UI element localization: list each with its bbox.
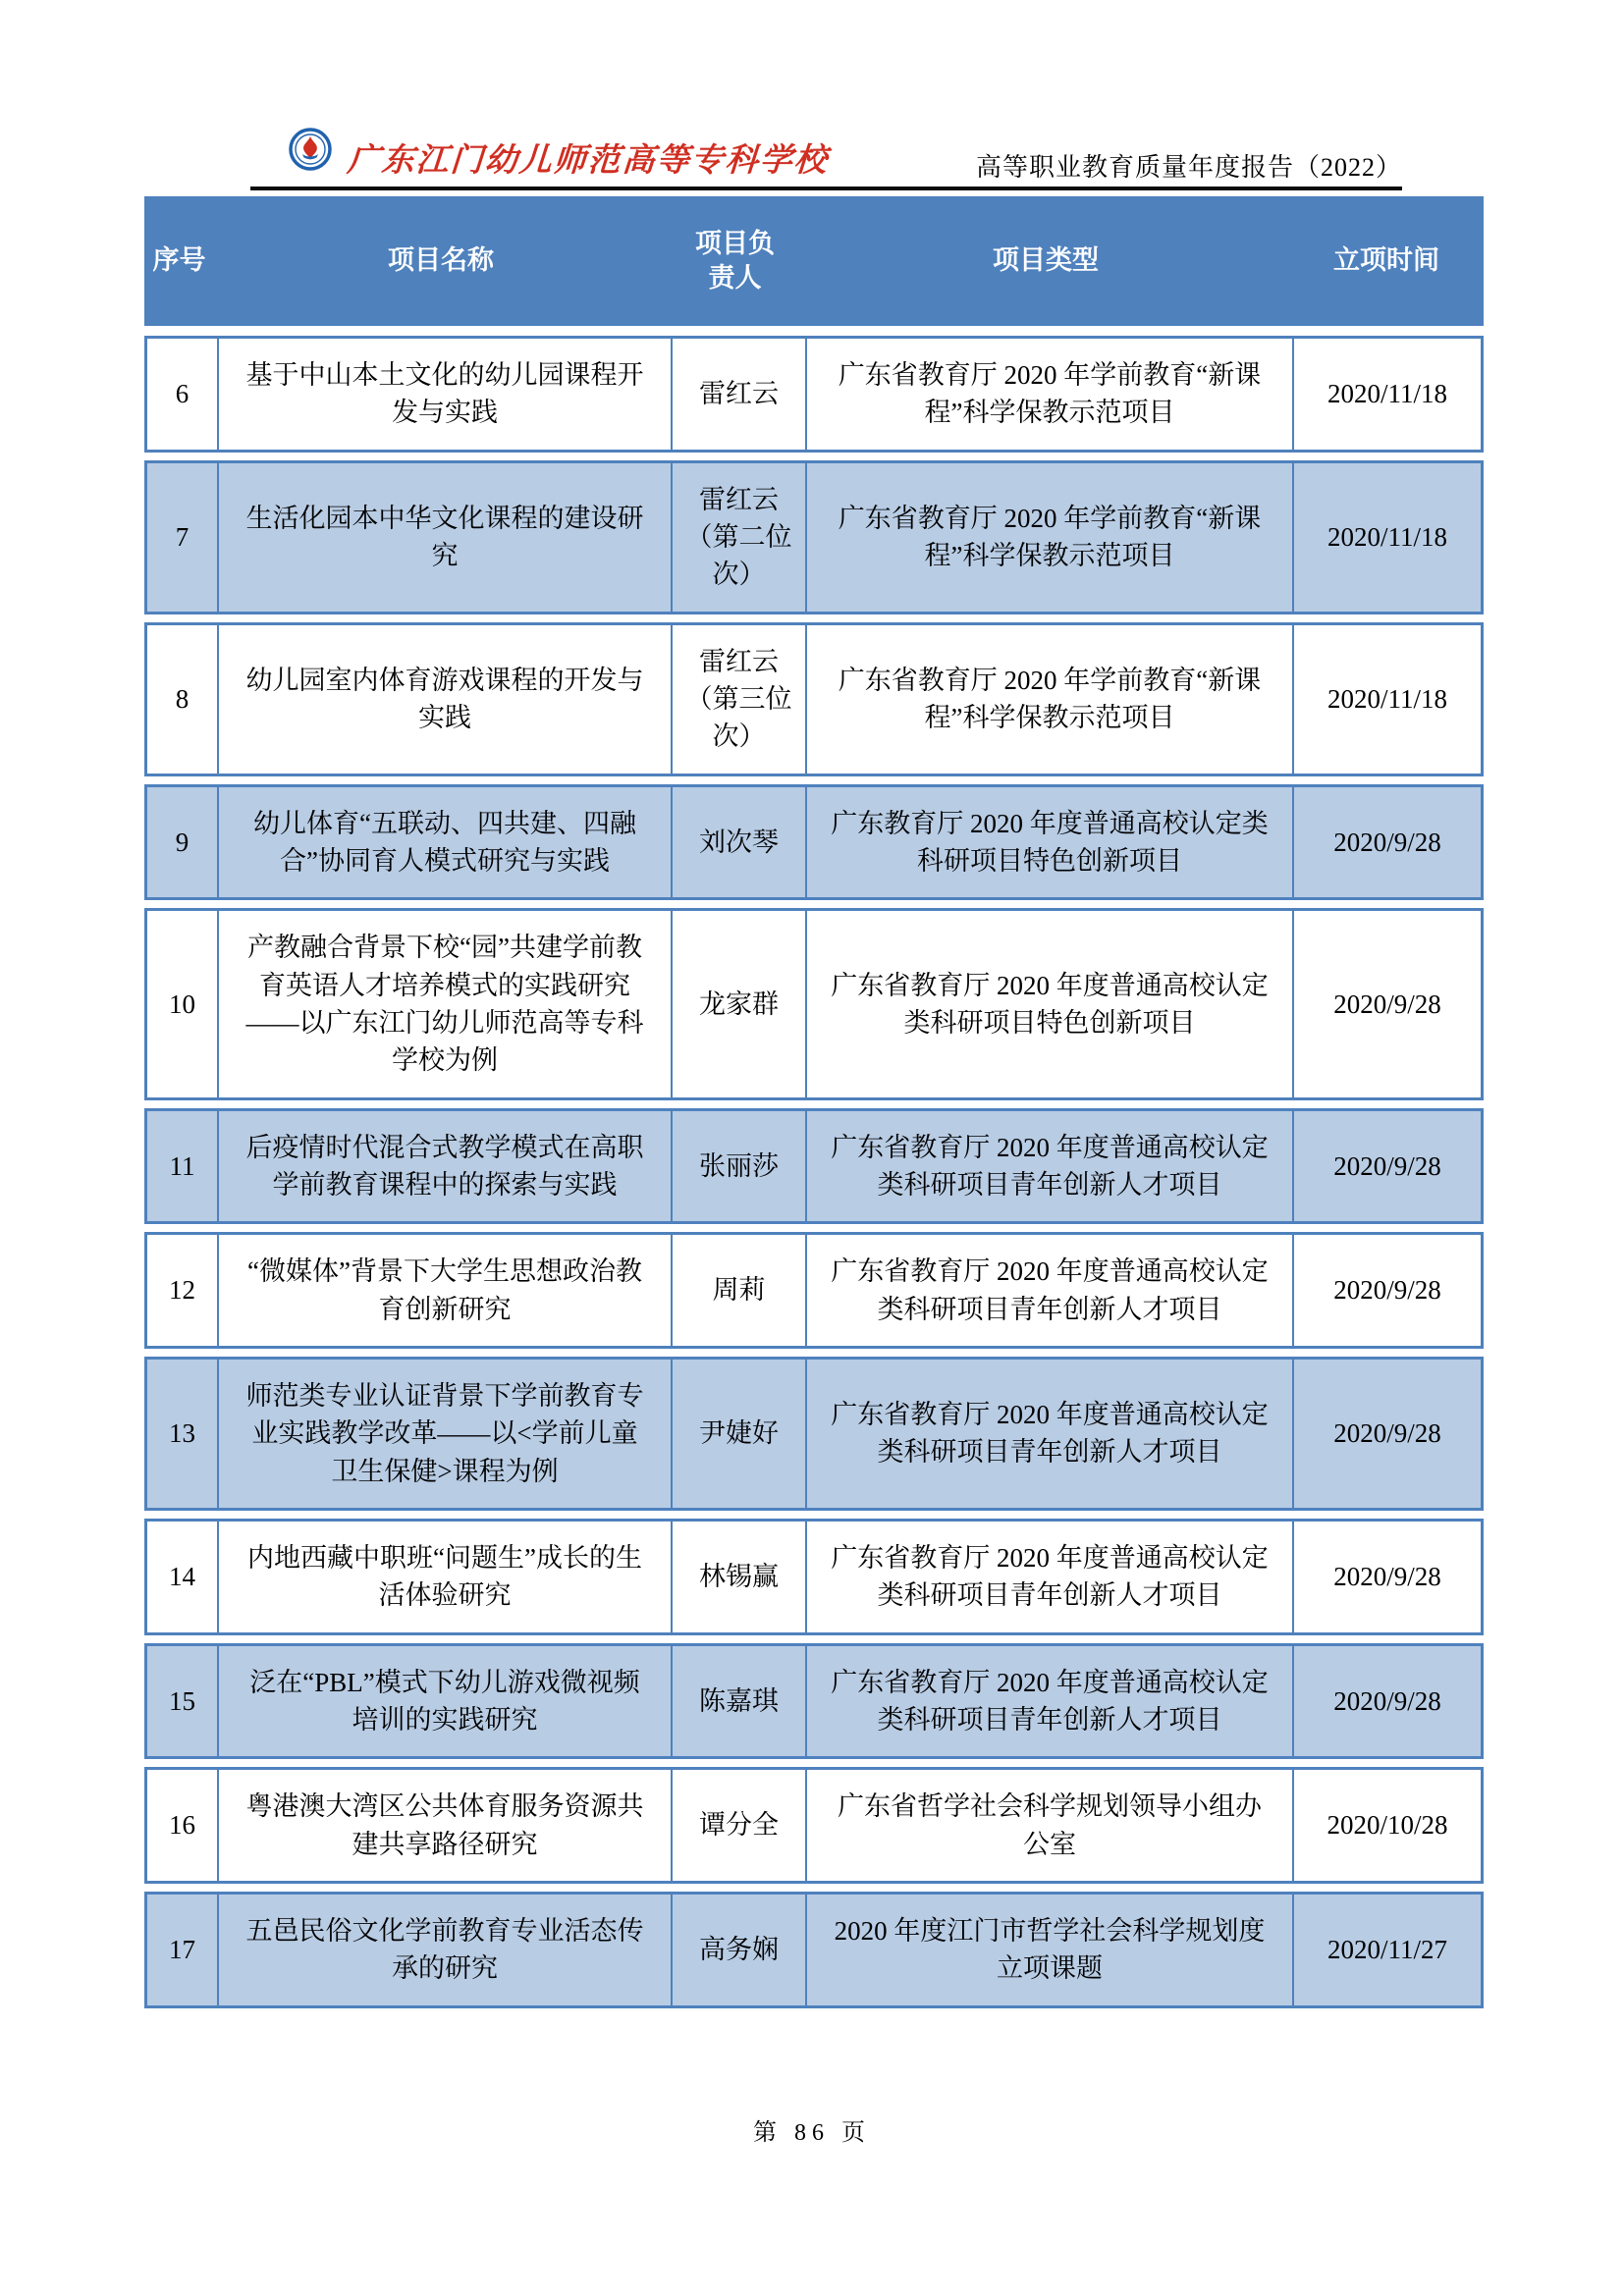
table-row <box>144 908 1484 1099</box>
table-row <box>144 460 1484 614</box>
cell-index: 9 <box>175 827 189 857</box>
page-footer: 第 86 页 <box>753 2120 871 2146</box>
cell-date: 2020/11/18 <box>1292 625 1481 774</box>
col-header-project-type: 项目类型 <box>993 245 1099 276</box>
table-row <box>144 1357 1484 1511</box>
cell-project-type: 广东省教育厅 2020 年学前教育“新课程”科学保教示范项目 <box>805 625 1292 774</box>
projects-table <box>144 196 1484 2008</box>
cell-project-name: 师范类专业认证背景下学前教育专业实践教学改革——以<学前儿童卫生保健>课程为例 <box>217 1360 671 1508</box>
cell-date: 2020/11/18 <box>1292 463 1481 612</box>
cell-date: 2020/11/18 <box>1292 339 1481 450</box>
cell-project-type: 广东省教育厅 2020 年度普通高校认定类科研项目青年创新人才项目 <box>805 1646 1292 1757</box>
cell-project-type: 广东省教育厅 2020 年度普通高校认定类科研项目青年创新人才项目 <box>805 1111 1292 1222</box>
col-header-project-name: 项目名称 <box>388 245 494 276</box>
cell-index: 10 <box>169 988 195 1019</box>
table-header-row <box>144 196 1484 326</box>
cell-index: 15 <box>169 1685 195 1716</box>
cell-project-name: 幼儿园室内体育游戏课程的开发与实践 <box>217 625 671 774</box>
cell-project-name: 产教融合背景下校“园”共建学前教育英语人才培养模式的实践研究——以广东江门幼儿师范高等专科学校为例 <box>217 911 671 1096</box>
cell-date: 2020/10/28 <box>1292 1770 1481 1881</box>
table-row <box>144 1519 1484 1635</box>
cell-index: 14 <box>169 1562 195 1592</box>
school-logo-icon <box>289 128 332 171</box>
col-header-no: 序号 <box>152 245 206 276</box>
table-row <box>144 1892 1484 2008</box>
cell-project-type: 广东省教育厅 2020 年学前教育“新课程”科学保教示范项目 <box>805 339 1292 450</box>
cell-index: 17 <box>169 1935 195 1965</box>
table-row <box>144 1232 1484 1349</box>
school-name: 广东江门幼儿师范高等专科学校 <box>346 142 831 179</box>
cell-project-name: “微媒体”背景下大学生思想政治教育创新研究 <box>217 1235 671 1346</box>
cell-project-type: 广东省教育厅 2020 年学前教育“新课程”科学保教示范项目 <box>805 463 1292 612</box>
cell-index: 7 <box>175 521 189 552</box>
cell-project-name: 幼儿体育“五联动、四共建、四融合”协同育人模式研究与实践 <box>217 787 671 898</box>
cell-date: 2020/9/28 <box>1292 911 1481 1096</box>
cell-project-name: 生活化园本中华文化课程的建设研究 <box>217 463 671 612</box>
cell-project-type: 广东省教育厅 2020 年度普通高校认定类科研项目特色创新项目 <box>805 911 1292 1096</box>
table-row <box>144 1643 1484 1760</box>
table-row <box>144 622 1484 776</box>
cell-leader: 林锡赢 <box>671 1522 805 1632</box>
col-header-leader: 项目负责人 <box>695 228 775 293</box>
cell-leader: 刘次琴 <box>671 787 805 898</box>
cell-leader: 雷红云（第二位次） <box>671 463 805 612</box>
cell-index: 13 <box>169 1418 195 1449</box>
cell-index: 11 <box>169 1150 195 1181</box>
cell-index: 12 <box>169 1275 195 1306</box>
cell-project-type: 广东省哲学社会科学规划领导小组办公室 <box>805 1770 1292 1881</box>
cell-date: 2020/9/28 <box>1292 1360 1481 1508</box>
cell-project-type: 广东省教育厅 2020 年度普通高校认定类科研项目青年创新人才项目 <box>805 1235 1292 1346</box>
table-row <box>144 336 1484 453</box>
cell-leader: 周莉 <box>671 1235 805 1346</box>
col-header-date: 立项时间 <box>1333 245 1439 276</box>
report-title: 高等职业教育质量年度报告（2022） <box>975 153 1402 182</box>
cell-leader: 陈嘉琪 <box>671 1646 805 1757</box>
table-row <box>144 1767 1484 1884</box>
cell-project-name: 粤港澳大湾区公共体育服务资源共建共享路径研究 <box>217 1770 671 1881</box>
cell-date: 2020/9/28 <box>1292 1111 1481 1222</box>
cell-date: 2020/9/28 <box>1292 1522 1481 1632</box>
table-body <box>144 336 1484 2008</box>
cell-leader: 雷红云（第三位次） <box>671 625 805 774</box>
cell-project-name: 内地西藏中职班“问题生”成长的生活体验研究 <box>217 1522 671 1632</box>
cell-leader: 张丽莎 <box>671 1111 805 1222</box>
cell-project-type: 2020 年度江门市哲学社会科学规划度立项课题 <box>805 1895 1292 2005</box>
cell-leader: 尹婕好 <box>671 1360 805 1508</box>
table-row <box>144 784 1484 901</box>
header-rule <box>250 187 1402 190</box>
cell-index: 16 <box>169 1810 195 1841</box>
cell-leader: 谭分全 <box>671 1770 805 1881</box>
cell-leader: 雷红云 <box>671 339 805 450</box>
cell-project-name: 泛在“PBL”模式下幼儿游戏微视频培训的实践研究 <box>217 1646 671 1757</box>
table-row <box>144 1108 1484 1225</box>
cell-index: 6 <box>175 379 189 409</box>
cell-leader: 高务娴 <box>671 1895 805 2005</box>
cell-index: 8 <box>175 683 189 714</box>
cell-project-name: 五邑民俗文化学前教育专业活态传承的研究 <box>217 1895 671 2005</box>
cell-project-name: 后疫情时代混合式教学模式在高职学前教育课程中的探索与实践 <box>217 1111 671 1222</box>
cell-project-type: 广东教育厅 2020 年度普通高校认定类科研项目特色创新项目 <box>805 787 1292 898</box>
cell-project-type: 广东省教育厅 2020 年度普通高校认定类科研项目青年创新人才项目 <box>805 1360 1292 1508</box>
cell-project-type: 广东省教育厅 2020 年度普通高校认定类科研项目青年创新人才项目 <box>805 1522 1292 1632</box>
cell-date: 2020/11/27 <box>1292 1895 1481 2005</box>
cell-date: 2020/9/28 <box>1292 787 1481 898</box>
cell-leader: 龙家群 <box>671 911 805 1096</box>
cell-date: 2020/9/28 <box>1292 1235 1481 1346</box>
cell-project-name: 基于中山本土文化的幼儿园课程开发与实践 <box>217 339 671 450</box>
cell-date: 2020/9/28 <box>1292 1646 1481 1757</box>
